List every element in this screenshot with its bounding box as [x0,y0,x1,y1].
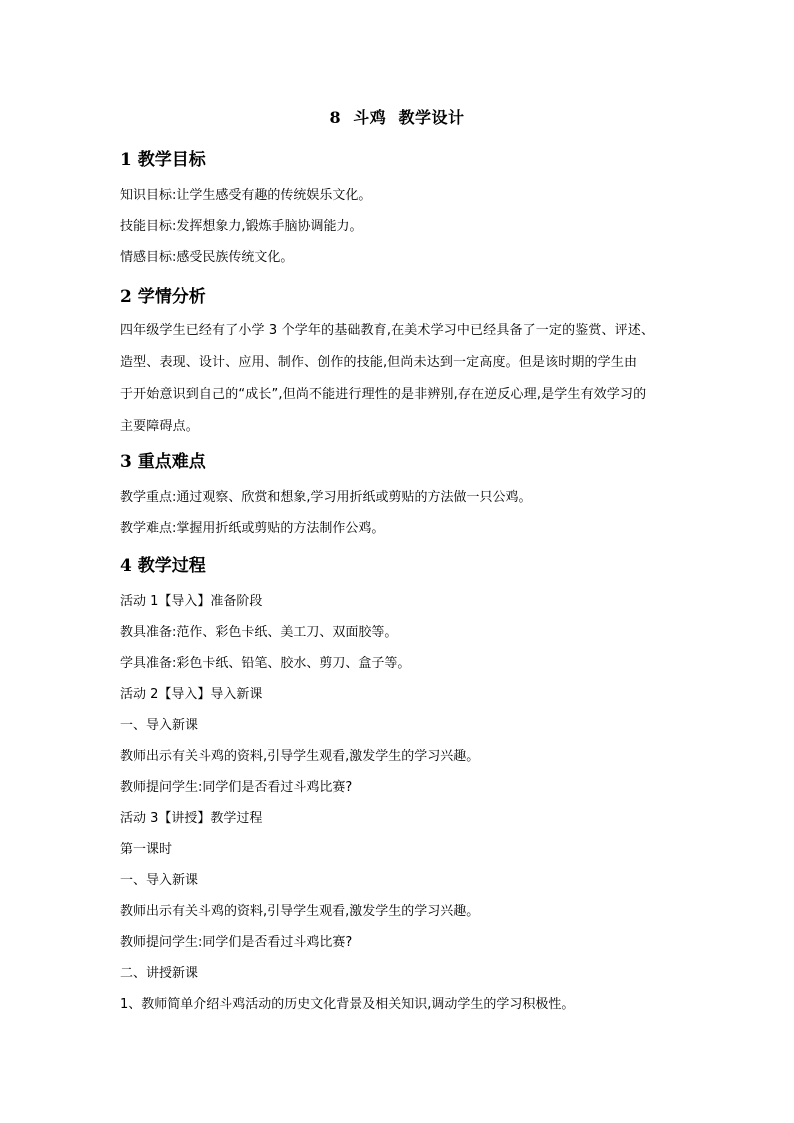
section-heading-objectives: 1 教学目标 [120,150,206,170]
activity-2: 活动 2【导入】导入新课 [120,687,263,702]
section-heading-analysis: 2 学情分析 [120,287,206,307]
process-line: 教师出示有关斗鸡的资料,引导学生观看,激发学生的学习兴趣。 [120,904,480,919]
process-line: 一、导入新课 [120,873,199,888]
difficult-point: 教学难点:掌握用折纸或剪贴的方法制作公鸡。 [120,521,385,536]
process-line: 1、教师简单介绍斗鸡活动的历史文化背景及相关知识,调动学生的学习积极性。 [120,997,575,1012]
objective-knowledge: 知识目标:让学生感受有趣的传统娱乐文化。 [120,188,372,203]
document-title: 8 斗鸡 教学设计 [329,108,465,127]
process-line: 教师提问学生:同学们是否看过斗鸡比赛? [120,780,353,795]
section-heading-process: 4 教学过程 [120,556,206,576]
section-heading-key-points: 3 重点难点 [120,452,206,472]
process-line: 二、讲授新课 [120,966,199,981]
analysis-line: 于开始意识到自己的“成长”,但尚不能进行理性的是非辨别,存在逆反心理,是学生有效学习的 [120,387,647,402]
analysis-paragraph [120,321,682,449]
process-line: 教师提问学生:同学们是否看过斗鸡比赛? [120,935,353,950]
key-point: 教学重点:通过观察、欣赏和想象,学习用折纸或剪贴的方法做一只公鸡。 [120,490,532,505]
analysis-line: 主要障碍点。 [120,419,199,434]
activity-3: 活动 3【讲授】教学过程 [120,811,263,826]
objective-skill: 技能目标:发挥想象力,锻炼手脑协调能力。 [120,219,363,234]
activity-1: 活动 1【导入】准备阶段 [120,594,263,609]
analysis-line: 造型、表现、设计、应用、制作、创作的技能,但尚未达到一定高度。但是该时期的学生由 [120,355,638,370]
process-line: 教师出示有关斗鸡的资料,引导学生观看,激发学生的学习兴趣。 [120,749,480,764]
process-line: 第一课时 [120,842,173,857]
objective-emotion: 情感目标:感受民族传统文化。 [120,250,294,265]
teaching-aids: 教具准备:范作、彩色卡纸、美工刀、双面胶等。 [120,625,398,640]
learning-aids: 学具准备:彩色卡纸、铅笔、胶水、剪刀、盒子等。 [120,656,411,671]
analysis-line: 四年级学生已经有了小学 3 个学年的基础教育,在美术学习中已经具备了一定的鉴赏、评述、 [120,323,655,338]
process-line: 一、导入新课 [120,718,199,733]
